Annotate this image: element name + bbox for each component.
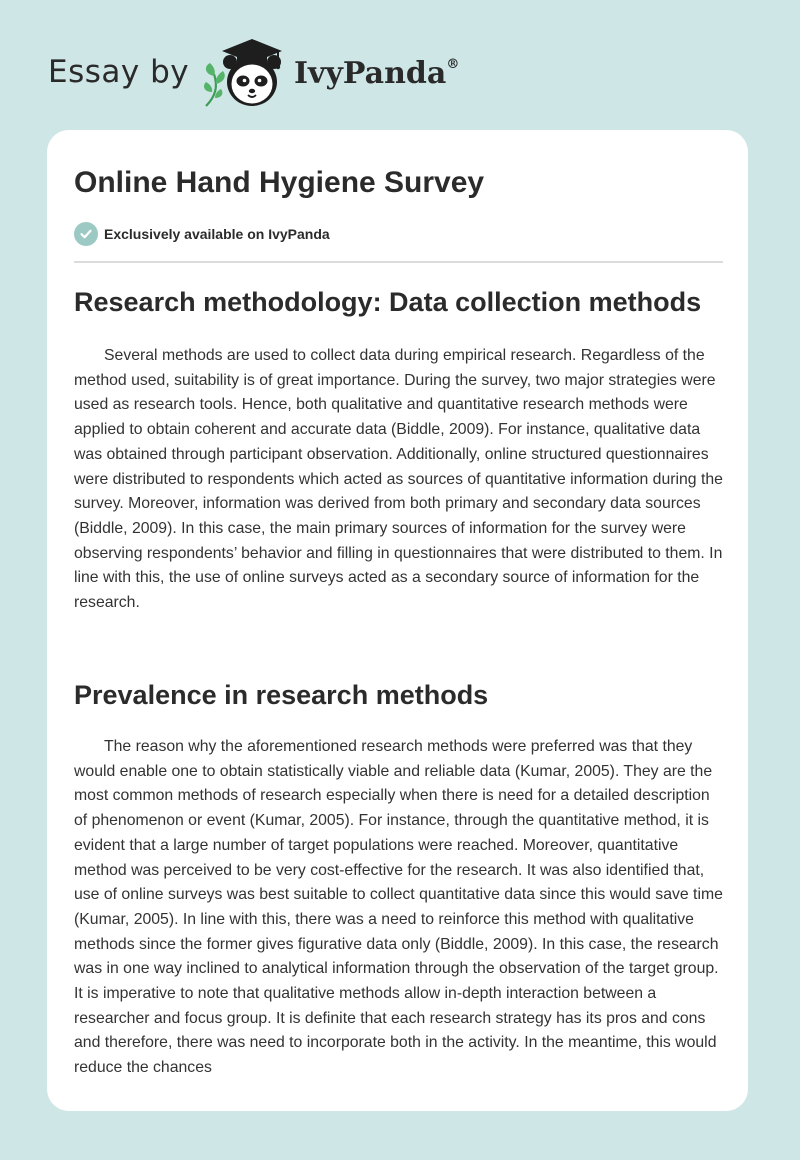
section-heading: Research methodology: Data collection methods: [74, 287, 702, 317]
essay-card: [47, 130, 748, 1111]
section-heading: Prevalence in research methods: [74, 680, 489, 710]
section-paragraph: Several methods are used to collect data during empirical research. Regardless of the method used, suitability is of great importance. During the survey, two major strategies were used as research tools. Hence, both qualitative and quantitative research methods were applied to obtain coherent and accurate data (Biddle, 2009). For instance, qualitative data was obtained through participant observation. Additionally, online structured questionnaires were distributed to respondents which acted as sources of quantitative information during the survey. Moreover, information was derived from both primary and secondary data sources (Biddle, 2009). In this case, the main primary sources of information for the survey were observing respondents’ behavior and filling in questionnaires that were distributed to them. In line with this, the use of online surveys acted as a secondary source of information for the research.: [74, 347, 723, 612]
section-paragraph: The reason why the aforementioned research methods were preferred was that they would enable one to obtain statistically viable and reliable data (Kumar, 2005). They are the most common methods of research especially when there is need for a detailed description of phenomenon or event (Kumar, 2005). For instance, through the quantitative method, it is evident that a large number of target populations were reached. Moreover, quantitative method was perceived to be very cost-effective for the research. It was also identified that, use of online surveys was best suitable to collect quantitative data since this would save time (Kumar, 2005). In line with this, there was a need to reinforce this method with qualitative methods since the former gives figurative data only (Biddle, 2009). In this case, the research was in one way inclined to analytical information through the observation of the target group. It is imperative to note that qualitative methods allow in-depth interaction between a researcher and focus group. It is definite that each research strategy has its pros and cons and therefore, there was need to incorporate both in the activity. In the meantime, this would reduce the chances: [74, 738, 723, 1077]
section-prevalence: [74, 675, 724, 1081]
site-header: [48, 36, 548, 110]
essay-by-label: Essay by: [48, 54, 190, 90]
page-title: Online Hand Hygiene Survey: [74, 166, 485, 199]
exclusive-badge: [74, 222, 330, 246]
title-divider: [74, 261, 723, 263]
ivy-leaf-icon: [204, 63, 225, 106]
exclusive-badge-text: Exclusively available on IvyPanda: [104, 226, 330, 242]
brand-name[interactable]: IvyPanda®: [294, 56, 460, 91]
panda-logo-icon[interactable]: [202, 36, 290, 110]
section-research-methodology: [74, 282, 724, 616]
checkmark-icon: [74, 222, 98, 246]
